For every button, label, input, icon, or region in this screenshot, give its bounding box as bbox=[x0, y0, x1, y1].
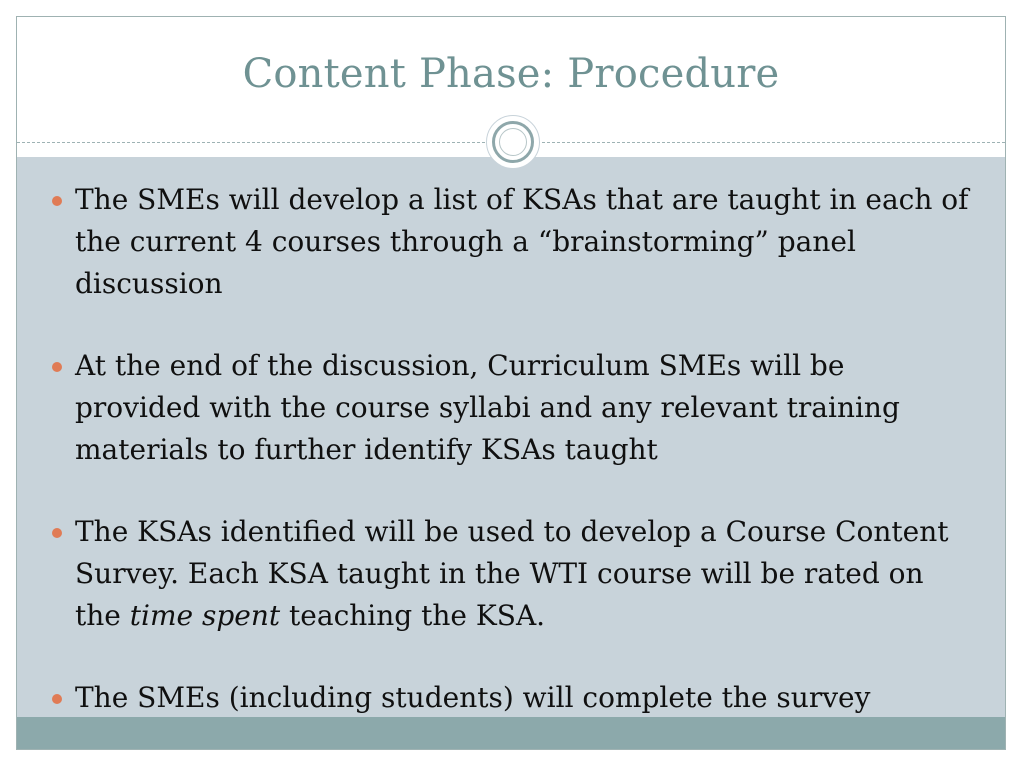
bullet-item-complete-survey bbox=[17, 677, 1005, 719]
bullet-item-provide-syllabi bbox=[17, 345, 1005, 471]
bullet-item-develop-ksa-list bbox=[17, 179, 1005, 305]
slide bbox=[16, 16, 1006, 750]
bullet-text: The SMEs (including students) will complete the survey bbox=[75, 681, 871, 714]
bullet-text: The SMEs will develop a list of KSAs that are taught in each of the current 4 courses through a “brainstorming” panel discussion bbox=[75, 183, 969, 300]
ring-ornament-inner-ring bbox=[499, 128, 527, 156]
ring-ornament-icon bbox=[486, 115, 540, 169]
slide-title: Content Phase: Procedure bbox=[242, 51, 780, 97]
bullet-dot-icon bbox=[52, 528, 62, 538]
footer-band bbox=[17, 717, 1005, 750]
bullet-text bbox=[75, 515, 949, 632]
bullet-dot-icon bbox=[52, 694, 62, 704]
bullet-text-before: The KSAs identified will be used to develop a Course Content Survey. Each KSA taught in the WTI course will be rated on the bbox=[75, 515, 949, 632]
bullet-text-emphasis: time spent bbox=[129, 599, 281, 632]
bullet-text: At the end of the discussion, Curriculum SMEs will be provided with the course syllabi and any relevant training materials to further identify KSAs taught bbox=[75, 349, 900, 466]
bullet-item-course-content-survey bbox=[17, 511, 1005, 637]
bullet-list bbox=[17, 179, 1005, 750]
bullet-text-after: teaching the KSA. bbox=[280, 599, 546, 632]
bullet-dot-icon bbox=[52, 362, 62, 372]
ring-ornament-outer-ring bbox=[492, 121, 534, 163]
bullet-dot-icon bbox=[52, 196, 62, 206]
